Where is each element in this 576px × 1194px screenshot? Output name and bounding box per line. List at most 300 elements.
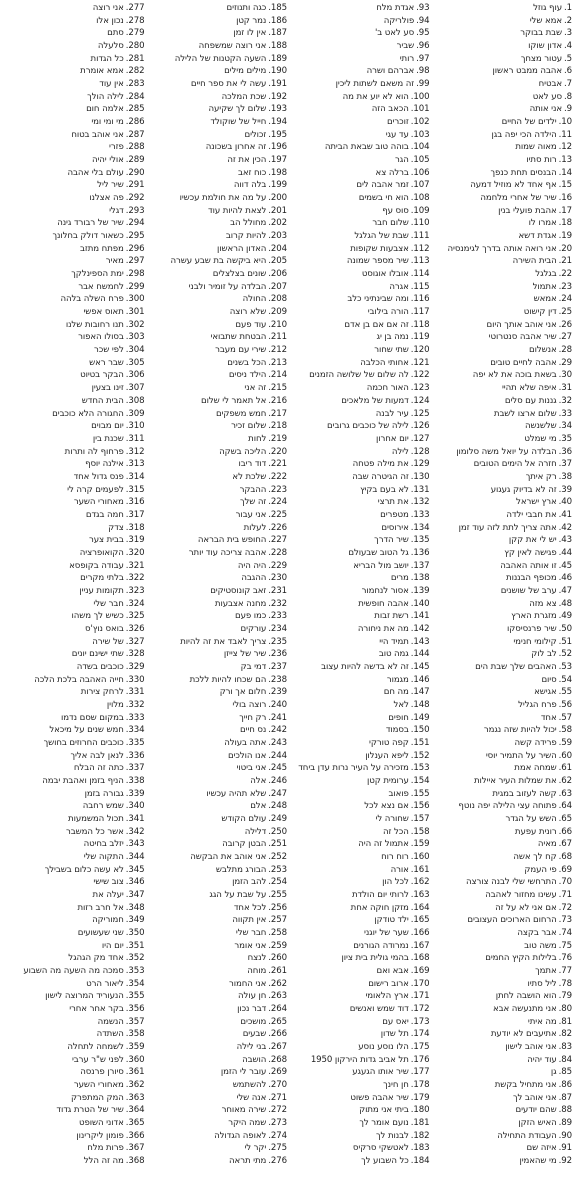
item-number: 341. bbox=[125, 814, 145, 824]
item-title: לעלות bbox=[243, 522, 267, 533]
item-number: 27. bbox=[558, 332, 572, 343]
list-item bbox=[2, 420, 145, 433]
item-number: 322. bbox=[125, 573, 145, 584]
list-item bbox=[145, 53, 288, 66]
item-number: 51. bbox=[558, 636, 572, 647]
item-number: 100. bbox=[410, 91, 430, 102]
list-item bbox=[145, 636, 288, 649]
list-item bbox=[430, 978, 573, 991]
item-title: שכנת בין bbox=[92, 433, 124, 444]
item-number: 276. bbox=[268, 1156, 287, 1167]
list-item bbox=[145, 179, 288, 192]
item-number: 321. bbox=[125, 560, 145, 571]
list-item bbox=[430, 534, 573, 547]
item-number: 362. bbox=[125, 1080, 145, 1091]
list-item bbox=[2, 750, 145, 763]
list-item bbox=[2, 800, 145, 813]
item-title: אדון שוקו bbox=[528, 41, 562, 52]
item-number: 217. bbox=[268, 408, 287, 419]
item-title: סיום bbox=[541, 674, 557, 685]
item-title: אני אומר bbox=[234, 940, 267, 951]
item-title: החגורה הלא כוכבים bbox=[52, 408, 124, 419]
item-number: 126. bbox=[410, 421, 430, 432]
item-title: הכאב הזה bbox=[371, 104, 409, 115]
list-item bbox=[287, 319, 430, 332]
item-number: 269. bbox=[268, 1067, 287, 1078]
item-title: כוכבים בשדה bbox=[76, 661, 124, 672]
list-item bbox=[430, 940, 573, 953]
list-item bbox=[430, 129, 573, 142]
item-number: 280. bbox=[125, 41, 145, 52]
item-number: 302. bbox=[125, 319, 145, 330]
item-title: אתה צריך לתת לזה עוד זמן bbox=[458, 522, 557, 533]
item-title: מה איתי bbox=[527, 1016, 557, 1027]
item-title: אבטיח bbox=[538, 79, 562, 90]
item-title: אני אוהב אותך היום bbox=[486, 319, 557, 330]
item-title: תאוס אפשי bbox=[83, 307, 124, 318]
item-title: מי שהאמין bbox=[519, 1156, 557, 1167]
item-number: 275. bbox=[268, 1143, 287, 1154]
item-number: 155. bbox=[410, 788, 430, 799]
item-title: שבת בבוקר bbox=[520, 28, 562, 39]
item-title: שמחה אמת bbox=[514, 763, 557, 774]
list-item bbox=[145, 281, 288, 294]
list-item bbox=[145, 800, 288, 813]
item-title: אגישא bbox=[534, 687, 557, 698]
item-number: 64. bbox=[558, 801, 572, 812]
item-title: אבא ואם bbox=[376, 966, 409, 977]
list-item bbox=[287, 598, 430, 611]
item-number: 192. bbox=[268, 91, 287, 102]
item-number: 171. bbox=[410, 991, 430, 1002]
list-item bbox=[145, 78, 288, 91]
item-number: 236. bbox=[268, 649, 287, 660]
item-title: אירוסים bbox=[381, 522, 409, 533]
item-number: 36. bbox=[558, 446, 572, 457]
item-number: 277. bbox=[125, 3, 145, 13]
list-item bbox=[287, 40, 430, 53]
list-item bbox=[287, 484, 430, 497]
item-title: שני שעשועים bbox=[77, 928, 124, 939]
item-number: 52. bbox=[558, 649, 572, 660]
item-number: 230. bbox=[268, 573, 287, 584]
item-number: 331. bbox=[125, 687, 145, 698]
list-item bbox=[145, 268, 288, 281]
item-title: ברלה צא bbox=[375, 167, 409, 178]
item-number: 329. bbox=[125, 661, 145, 672]
item-title: המק המתפרק bbox=[71, 1092, 124, 1103]
item-number: 289. bbox=[125, 155, 145, 166]
item-number: 124. bbox=[410, 395, 430, 406]
item-number: 174. bbox=[410, 1029, 430, 1040]
list-item bbox=[430, 509, 573, 522]
list-item bbox=[430, 1003, 573, 1016]
item-number: 233. bbox=[268, 611, 287, 622]
item-number: 229. bbox=[268, 560, 287, 571]
list-item bbox=[430, 103, 573, 116]
item-title: שלום ארצו לשבת bbox=[493, 408, 557, 419]
list-item bbox=[287, 522, 430, 535]
item-title: אובלו אוגוסט bbox=[361, 269, 409, 280]
item-number: 105. bbox=[410, 155, 430, 166]
list-item bbox=[430, 40, 573, 53]
item-number: 259. bbox=[268, 940, 287, 951]
item-number: 152. bbox=[410, 750, 430, 761]
item-title: זה לא בדשה להיות עצוב bbox=[321, 661, 409, 672]
item-title: שכת המלכה bbox=[221, 91, 267, 102]
item-number: 344. bbox=[125, 852, 145, 863]
item-number: 146. bbox=[410, 674, 430, 685]
item-number: 220. bbox=[268, 446, 287, 457]
item-title: אנה שלי bbox=[236, 1092, 267, 1103]
list-item bbox=[2, 838, 145, 851]
item-number: 63. bbox=[558, 788, 572, 799]
item-title: מי ומי ומי bbox=[91, 117, 124, 128]
item-title: היא ביקשה בת שבע עשרה bbox=[170, 256, 267, 267]
item-number: 343. bbox=[125, 839, 145, 850]
list-item bbox=[287, 788, 430, 801]
list-item bbox=[430, 1079, 573, 1092]
item-title: מושכים bbox=[240, 1016, 267, 1027]
item-number: 283. bbox=[125, 79, 145, 90]
item-title: אם נצא לכל bbox=[364, 801, 409, 812]
item-title: הכל בשנים bbox=[227, 357, 267, 368]
item-title: אתה בעולה bbox=[224, 737, 267, 748]
item-title: דין קישוט bbox=[523, 307, 557, 318]
item-title: גננות עם סלים bbox=[504, 395, 557, 406]
list-item bbox=[430, 775, 573, 788]
list-item bbox=[287, 1028, 430, 1041]
item-number: 307. bbox=[125, 383, 145, 394]
item-number: 195. bbox=[268, 129, 287, 140]
item-title: שיר מספר שמונה bbox=[346, 256, 409, 267]
list-item bbox=[287, 674, 430, 687]
item-title: נמר קטן bbox=[236, 15, 267, 26]
item-number: 210. bbox=[268, 319, 287, 330]
item-number: 180. bbox=[410, 1105, 430, 1116]
item-title: לפי שכר bbox=[94, 345, 124, 356]
item-title: בהמי גולית בית ציון bbox=[341, 953, 409, 964]
list-item bbox=[430, 1054, 573, 1067]
item-number: 144. bbox=[410, 649, 430, 660]
list-item bbox=[145, 1142, 288, 1155]
item-number: 332. bbox=[125, 699, 145, 710]
item-title: פרות מלח bbox=[87, 1143, 124, 1154]
item-number: 67. bbox=[558, 839, 572, 850]
item-number: 29. bbox=[558, 357, 572, 368]
item-number: 232. bbox=[268, 598, 287, 609]
list-item bbox=[430, 357, 573, 370]
list-item bbox=[2, 116, 145, 129]
item-number: 78. bbox=[558, 978, 572, 989]
item-number: 138. bbox=[410, 573, 430, 584]
item-number: 327. bbox=[125, 636, 145, 647]
list-item bbox=[2, 255, 145, 268]
item-title: ארוב רישום bbox=[368, 978, 409, 989]
item-title: התרחשי שלי לבנה צורצה bbox=[465, 877, 557, 888]
item-title: בלה דווה bbox=[233, 180, 267, 191]
item-title: שיר פרנסיסקו bbox=[507, 623, 557, 634]
item-number: 325. bbox=[125, 611, 145, 622]
item-title: אני מתחיל בקשת bbox=[494, 1080, 557, 1091]
list-item bbox=[145, 978, 288, 991]
list-item bbox=[430, 281, 573, 294]
item-number: 140. bbox=[410, 598, 430, 609]
item-number: 73. bbox=[558, 915, 572, 926]
list-item bbox=[2, 268, 145, 281]
list-item bbox=[430, 446, 573, 459]
item-title: בלילות הקיץ החמים bbox=[485, 953, 557, 964]
item-title: חבר שלי bbox=[235, 928, 267, 939]
list-item bbox=[2, 598, 145, 611]
list-item bbox=[2, 15, 145, 28]
list-item bbox=[287, 661, 430, 674]
list-item bbox=[430, 1104, 573, 1117]
list-item bbox=[430, 838, 573, 851]
item-title: הבנסים תחת כנפך bbox=[490, 167, 557, 178]
item-title: הבטן קרובה bbox=[222, 839, 267, 850]
item-title: הושבה bbox=[242, 1054, 267, 1065]
item-number: 359. bbox=[125, 1042, 145, 1053]
list-item bbox=[2, 560, 145, 573]
list-item bbox=[430, 648, 573, 661]
item-title: גמה טוב bbox=[378, 649, 409, 660]
list-item bbox=[2, 433, 145, 446]
item-number: 252. bbox=[268, 852, 287, 863]
item-number: 117. bbox=[410, 307, 430, 318]
item-number: 60. bbox=[558, 750, 572, 761]
item-title: יום היו bbox=[101, 940, 124, 951]
item-number: 342. bbox=[125, 826, 145, 837]
item-title: בסולו האפור bbox=[78, 332, 124, 343]
item-title: האהבים שלך שבת הים bbox=[475, 661, 557, 672]
list-item bbox=[430, 813, 573, 826]
item-title: חמוריקה bbox=[92, 915, 124, 926]
item-number: 61. bbox=[558, 763, 572, 774]
item-number: 153. bbox=[410, 763, 430, 774]
item-title: השיר על התמיר יוסי bbox=[485, 750, 557, 761]
item-number: 96. bbox=[416, 41, 430, 52]
item-number: 296. bbox=[125, 243, 145, 254]
list-item bbox=[145, 1041, 288, 1054]
list-item bbox=[430, 876, 573, 889]
item-title: הבורג מתלבש bbox=[215, 864, 267, 875]
item-title: את חבבי ילדה bbox=[506, 509, 557, 520]
item-number: 187. bbox=[268, 28, 287, 39]
item-number: 249. bbox=[268, 814, 287, 824]
list-item bbox=[145, 357, 288, 370]
item-number: 181. bbox=[410, 1118, 430, 1129]
item-title: הבקר בטיוט bbox=[80, 370, 124, 381]
list-item bbox=[430, 952, 573, 965]
list-item bbox=[2, 167, 145, 180]
item-title: קפה טורקי bbox=[369, 737, 409, 748]
list-item bbox=[145, 243, 288, 256]
list-item bbox=[287, 1054, 430, 1067]
item-number: 306. bbox=[125, 370, 145, 381]
list-item bbox=[430, 91, 573, 104]
item-number: 305. bbox=[125, 357, 145, 368]
item-number: 24. bbox=[558, 294, 572, 305]
item-number: 170. bbox=[410, 978, 430, 989]
item-number: 157. bbox=[410, 814, 430, 824]
item-number: 39. bbox=[558, 484, 572, 495]
item-number: 70. bbox=[558, 877, 572, 888]
list-item bbox=[145, 205, 288, 218]
item-title: שיר אותו הגעגע bbox=[352, 1067, 409, 1078]
item-title: חן עולה bbox=[238, 991, 267, 1002]
list-item bbox=[2, 585, 145, 598]
item-title: משה טוב bbox=[524, 940, 557, 951]
list-item bbox=[287, 560, 430, 573]
item-number: 334. bbox=[125, 725, 145, 736]
item-number: 234. bbox=[268, 623, 287, 634]
list-item bbox=[287, 129, 430, 142]
item-number: 75. bbox=[558, 940, 572, 951]
list-item bbox=[287, 471, 430, 484]
list-item bbox=[145, 788, 288, 801]
item-title: לה שלום של שלושה הזמנים bbox=[309, 370, 409, 381]
item-number: 358. bbox=[125, 1029, 145, 1040]
item-number: 9. bbox=[563, 104, 572, 115]
item-title: יקר לי bbox=[244, 1143, 267, 1154]
item-title: ההבקר bbox=[239, 484, 267, 495]
item-number: 265. bbox=[268, 1016, 287, 1027]
list-item bbox=[145, 293, 288, 306]
item-number: 176. bbox=[410, 1054, 430, 1065]
item-title: מוחה bbox=[247, 966, 267, 977]
item-title: הם שכחו להיות ללכת bbox=[189, 674, 267, 685]
item-title: סיורן פרנסה bbox=[80, 1067, 124, 1078]
item-title: אני אוהב לישון bbox=[505, 1042, 557, 1053]
item-number: 225. bbox=[268, 509, 287, 520]
item-number: 267. bbox=[268, 1042, 287, 1053]
column-1 bbox=[430, 2, 573, 1194]
item-title: אנו הולכים bbox=[227, 750, 267, 761]
list-item bbox=[430, 471, 573, 484]
list-item bbox=[2, 65, 145, 78]
list-item bbox=[287, 1003, 430, 1016]
list-item bbox=[145, 1054, 288, 1067]
item-number: 167. bbox=[410, 940, 430, 951]
list-item bbox=[2, 1016, 145, 1029]
item-title: אצבעות שקופות bbox=[350, 243, 409, 254]
item-title: פואוב bbox=[388, 788, 409, 799]
item-number: 154. bbox=[410, 775, 430, 786]
list-item bbox=[287, 876, 430, 889]
item-number: 186. bbox=[268, 15, 287, 26]
item-title: יום מבוים bbox=[91, 421, 124, 432]
item-title: דוד ריבו bbox=[238, 459, 267, 470]
item-number: 314. bbox=[125, 471, 145, 482]
item-number: 1. bbox=[563, 3, 572, 13]
item-number: 84. bbox=[558, 1054, 572, 1065]
item-title: שמש רחבה bbox=[82, 801, 124, 812]
item-title: שבעים bbox=[242, 1029, 267, 1040]
item-number: 281. bbox=[125, 53, 145, 64]
list-item bbox=[2, 762, 145, 775]
item-number: 240. bbox=[268, 699, 287, 710]
item-number: 101. bbox=[410, 104, 430, 115]
item-title: ארץ ישראל bbox=[516, 497, 557, 508]
item-title: איזה שם bbox=[526, 1143, 557, 1154]
item-title: גל הטוב שבעולם bbox=[348, 547, 409, 558]
item-title: על מה את חולמת עכשיו bbox=[179, 193, 267, 204]
item-title: אהבה צריכה עוד יותר bbox=[188, 547, 267, 558]
item-number: 136. bbox=[410, 547, 430, 558]
item-number: 216. bbox=[268, 395, 287, 406]
list-item bbox=[287, 91, 430, 104]
item-title: הוא חי בשמים bbox=[358, 193, 409, 204]
item-title: פרידה קשה bbox=[514, 737, 557, 748]
item-title: שיר הדרך bbox=[374, 535, 409, 546]
item-title: אברהם ושרה bbox=[366, 66, 415, 77]
list-item bbox=[430, 572, 573, 585]
item-number: 65. bbox=[558, 814, 572, 824]
item-title: רות סתיו bbox=[526, 155, 557, 166]
item-title: אתיעבים לא יודעת bbox=[490, 1029, 557, 1040]
item-number: 320. bbox=[125, 547, 145, 558]
list-item bbox=[145, 661, 288, 674]
item-number: 132. bbox=[410, 497, 430, 508]
list-item bbox=[430, 1016, 573, 1029]
item-number: 311. bbox=[125, 433, 145, 444]
list-item bbox=[287, 648, 430, 661]
list-item bbox=[430, 965, 573, 978]
item-title: רותי bbox=[399, 53, 415, 64]
list-item bbox=[2, 826, 145, 839]
list-item bbox=[2, 661, 145, 674]
list-item bbox=[2, 243, 145, 256]
list-item bbox=[145, 484, 288, 497]
item-number: 109. bbox=[410, 205, 430, 216]
item-title: מכופף הבננות bbox=[506, 573, 557, 584]
item-number: 338. bbox=[125, 775, 145, 786]
item-number: 48. bbox=[558, 598, 572, 609]
item-number: 42. bbox=[558, 522, 572, 533]
item-title: שלכת לא bbox=[232, 471, 267, 482]
item-title: אני החמור bbox=[229, 978, 267, 989]
item-number: 255. bbox=[268, 890, 287, 901]
item-title: שלום לך שקיעה bbox=[208, 104, 267, 115]
list-item bbox=[430, 851, 573, 864]
item-title: ליאור הרט bbox=[86, 978, 124, 989]
item-title: אגרה bbox=[389, 281, 409, 292]
item-title: רונית עפעת bbox=[514, 826, 557, 837]
item-number: 330. bbox=[125, 674, 145, 685]
list-item bbox=[2, 331, 145, 344]
list-item bbox=[2, 1003, 145, 1016]
item-title: צריך לאבד את זה להיות bbox=[180, 636, 267, 647]
item-title: פי העמק bbox=[524, 864, 557, 875]
list-item bbox=[430, 1028, 573, 1041]
list-item bbox=[2, 851, 145, 864]
list-item bbox=[2, 775, 145, 788]
item-title: הקואופרציה bbox=[79, 547, 124, 558]
item-title: הוא לא יוע את מה bbox=[342, 91, 409, 102]
item-title: סע לאט bbox=[532, 91, 562, 102]
item-number: 268. bbox=[268, 1054, 287, 1065]
list-item bbox=[145, 458, 288, 471]
item-title: רוצה בולי bbox=[232, 699, 267, 710]
item-title: דמעות של מלאכים bbox=[341, 395, 409, 406]
item-title: יש לי את קקן bbox=[508, 535, 557, 546]
list-item bbox=[287, 978, 430, 991]
item-number: 31. bbox=[558, 383, 572, 394]
item-number: 80. bbox=[558, 1004, 572, 1015]
item-number: 188. bbox=[268, 41, 287, 52]
item-title: אדוני השופט bbox=[78, 1118, 124, 1129]
